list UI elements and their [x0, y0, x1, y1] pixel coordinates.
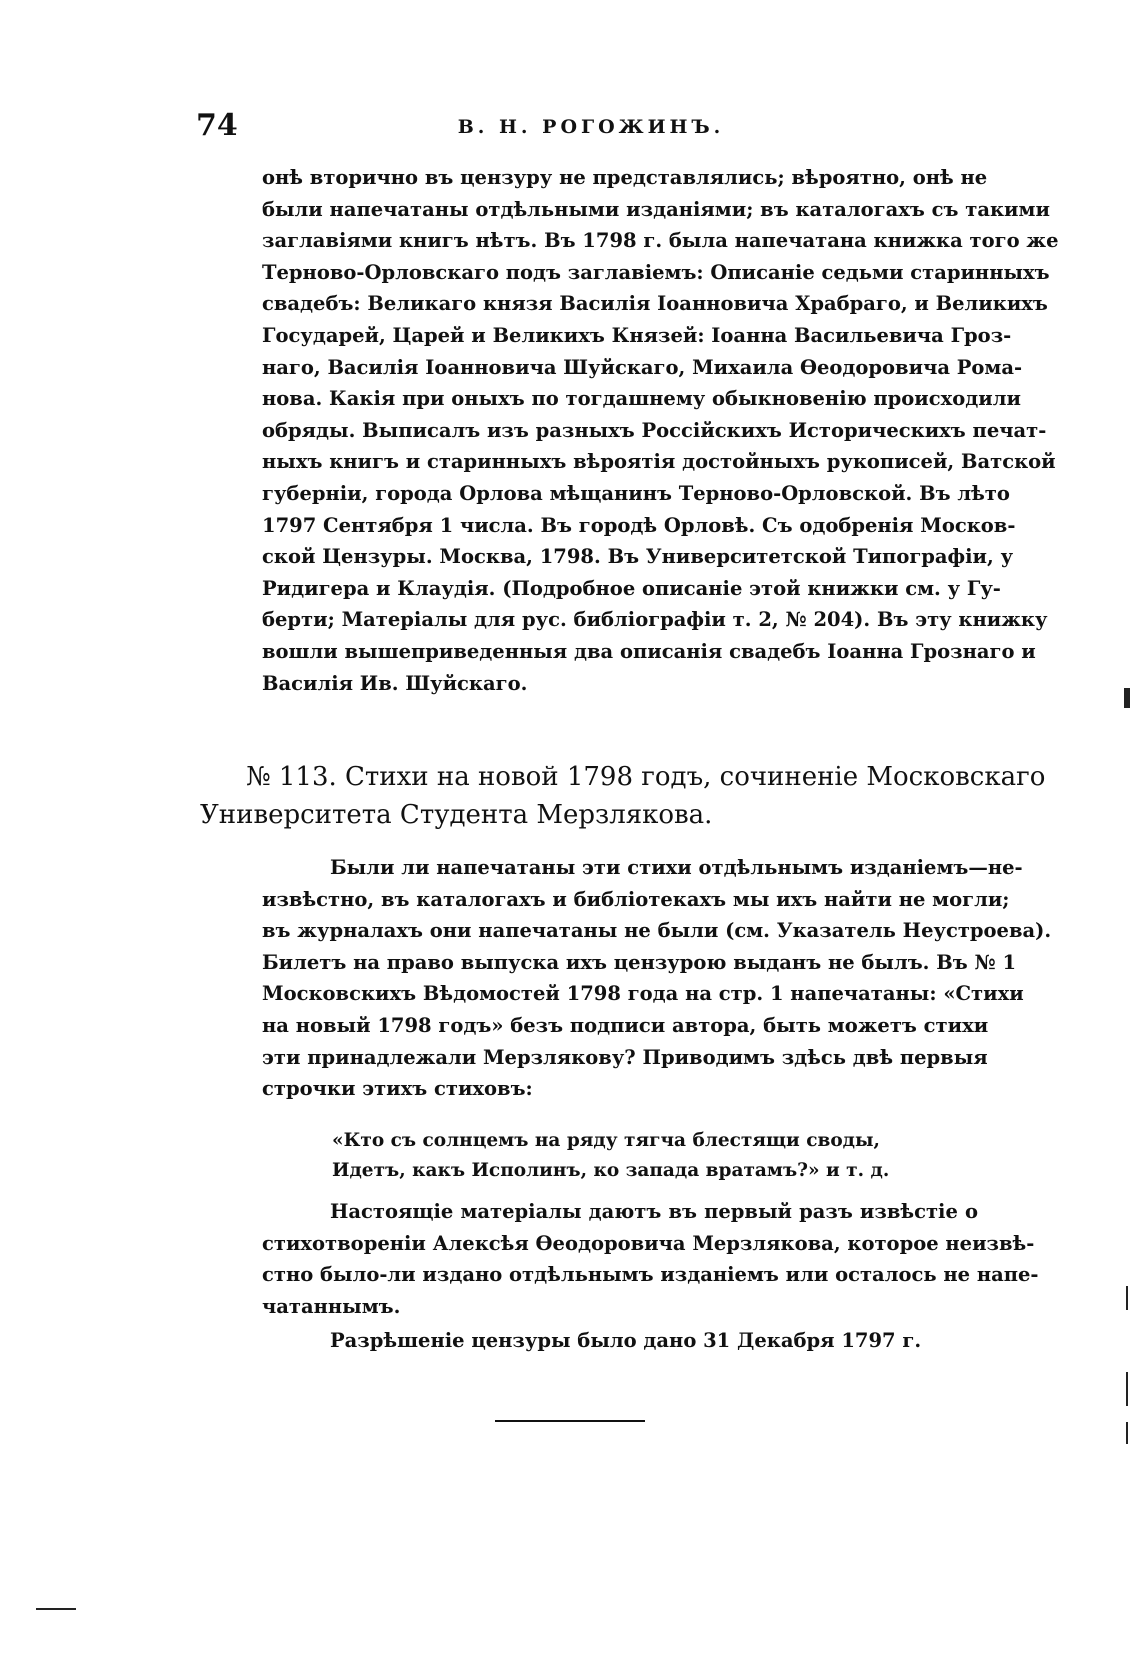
running-head: [196, 108, 986, 148]
paragraph-entry-body: [262, 852, 1052, 1105]
paragraph-materials: [262, 1196, 1039, 1322]
text-line: были напечатаны отдѣльными изданіями; въ каталогахъ съ такими: [262, 197, 1050, 221]
text-line: нова. Какія при оныхъ по тогдашнему обыкновенію происходили: [262, 387, 1021, 411]
entry-heading: [200, 758, 1046, 834]
running-title: В. Н. РОГОЖИНЪ.: [457, 116, 725, 138]
text-line: онѣ вторично въ цензуру не представлялись; вѣроятно, онѣ не: [262, 166, 988, 189]
paragraph-continuation: [262, 162, 1059, 699]
text-line: ской Цензуры. Москва, 1798. Въ Университетской Типографіи, у: [262, 545, 1014, 569]
text-line: Государей, Царей и Великихъ Князей: Іоанна Васильевича Гроз-: [262, 323, 1012, 347]
text-line: берти; Матеріалы для рус. библіографіи т. 2, № 204). Въ эту книжку: [262, 608, 1048, 632]
text-line: Ридигера и Клаудія. (Подробное описаніе этой книжки см. у Гу-: [262, 576, 1001, 600]
poem-quote: [332, 1126, 932, 1186]
text-line: Билетъ на право выпуска ихъ цензурою выданъ не былъ. Въ № 1: [262, 950, 1017, 974]
text-line: стно было-ли издано отдѣльнымъ изданіемъ или осталось не напе-: [262, 1263, 1039, 1287]
text-line: извѣстно, въ каталогахъ и библіотекахъ мы ихъ найти не могли;: [262, 887, 1010, 911]
page-number: 74: [196, 108, 238, 143]
text-line: строчки этихъ стиховъ:: [262, 1077, 533, 1101]
text-line: въ журналахъ они напечатаны не были (см. Указатель Неустроева).: [262, 919, 1052, 943]
text-line: Разрѣшеніе цензуры было дано 31 Декабря 1797 г.: [330, 1329, 922, 1352]
text-line: вошли вышеприведенныя два описанія свадебъ Іоанна Грознаго и: [262, 639, 1036, 663]
text-line: наго, Василія Іоанновича Шуйскаго, Михаила Өеодоровича Рома-: [262, 355, 1023, 379]
text-line: Василія Ив. Шуйскаго.: [262, 671, 528, 695]
text-line: Были ли напечатаны эти стихи отдѣльнымъ изданіемъ—не-: [330, 856, 1023, 879]
text-line: Терново-Орловскаго подъ заглавіемъ: Описаніе седьми старинныхъ: [262, 260, 1050, 284]
text-line: эти принадлежали Мерзлякову? Приводимъ здѣсь двѣ первыя: [262, 1045, 988, 1069]
text-line: обряды. Выписалъ изъ разныхъ Россійскихъ Историческихъ печат-: [262, 418, 1047, 442]
margin-mark: [1126, 1372, 1128, 1406]
end-rule: [495, 1420, 645, 1422]
text-line: заглавіями книгъ нѣтъ. Въ 1798 г. была напечатана книжка того же: [262, 229, 1059, 253]
text-line: губерніи, города Орлова мѣщанинъ Терново-Орловской. Въ лѣто: [262, 481, 1010, 505]
text-line: Настоящіе матеріалы даютъ въ первый разъ извѣстіе о: [330, 1200, 978, 1223]
margin-mark: [1124, 688, 1130, 708]
text-line: на новый 1798 годъ» безъ подписи автора, быть можетъ стихи: [262, 1013, 989, 1037]
poem-line: «Кто съ солнцемъ на ряду тягча блестящи своды,: [332, 1130, 880, 1151]
margin-mark: [1126, 1286, 1128, 1310]
paragraph-censorship: [330, 1325, 980, 1357]
text-line: 1797 Сентября 1 числа. Въ городѣ Орловѣ. Съ одобренія Москов-: [262, 513, 1016, 537]
text-line: Московскихъ Вѣдомостей 1798 года на стр. 1 напечатаны: «Стихи: [262, 982, 1024, 1006]
text-line: чатаннымъ.: [262, 1294, 401, 1318]
margin-mark: [1126, 1422, 1128, 1444]
text-line: ныхъ книгъ и старинныхъ вѣроятія достойныхъ рукописей, Ватской: [262, 450, 1056, 474]
heading-line: № 113. Стихи на новой 1798 годъ, сочиненіе Московскаго: [246, 762, 1046, 792]
poem-line: Идетъ, какъ Исполинъ, ко запада вратамъ?» и т. д.: [332, 1160, 890, 1181]
text-line: свадебъ: Великаго князя Василія Іоанновича Храбраго, и Великихъ: [262, 292, 1048, 316]
margin-mark: [36, 1608, 76, 1610]
heading-line: Университета Студента Мерзлякова.: [200, 800, 713, 830]
text-line: стихотвореніи Алексѣя Өеодоровича Мерзлякова, которое неизвѣ-: [262, 1231, 1035, 1255]
